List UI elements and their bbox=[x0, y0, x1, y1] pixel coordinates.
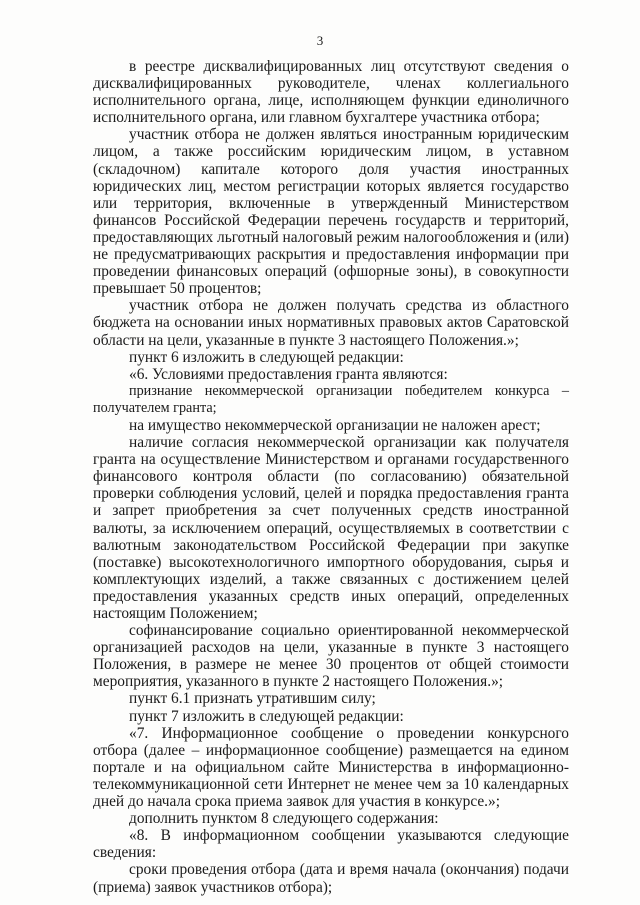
paragraph-disqualified-registry: в реестре дисквалифицированных лиц отсутствуют сведения о дисквалифицированных руководителе, членах коллегиального исполнительного органа, лице, исполняющем функции единоличного исполнительного органа, или главном бухгалтере участника отбора; bbox=[93, 58, 569, 127]
paragraph-foreign-entity: участник отбора не должен являться иностранным юридическим лицом, а также российским юридическим лицом, в уставном (складочном) капитале которого доля участия иностранных юридических лиц, местом регистрации которых является государство или территория, включенные в утвержденный Министерством финансов Российской Федерации перечень государств и территорий, предоставляющих льготный налоговый режим налогообложения и (или) не предусматривающих раскрытия и предоставления информации при проведении финансовых операций (офшорные зоны), в совокупности превышает 50 процентов; bbox=[93, 126, 569, 298]
paragraph-no-arrest: на имущество некоммерческой организации не наложен арест; bbox=[129, 416, 541, 434]
paragraph-consent-inspection: наличие согласия некоммерческой организации как получателя гранта на осуществление Министерством и органами государственного финансового контроля области (по согласованию) обязательной проверки соблюдения условий, целей и порядка предоставления гранта и запрет приобретения за счет полученных средств иностранной валюты, за исключением операций, осуществляемых в соответствии с валютным законодательством Российской Федерации при закупке (поставке) высокотехнологичного импортного оборудования, сырья и комплектующих изделий, а также связанных с достижением целей предоставления указанных средств иных операций, определенных настоящим Положением; bbox=[93, 434, 569, 622]
paragraph-selection-dates: сроки проведения отбора (дата и время начала (окончания) подачи (приема) заявок участников отбора); bbox=[93, 861, 569, 896]
paragraph-info-message: «7. Информационное сообщение о проведении конкурсного отбора (далее – информационное сообщение) размещается на едином портале и на официальном сайте Министерства в информационно-телекоммуникационной сети Интернет не менее чем за 10 календарных дней до начала срока приема заявок для участия в конкурсе.»; bbox=[93, 724, 569, 811]
paragraph-item-6-heading: «6. Условиями предоставления гранта являются: bbox=[129, 365, 448, 383]
paragraph-regional-budget: участник отбора не должен получать средства из областного бюджета на основании иных нормативных правовых актов Саратовской области на цели, указанные в пункте 3 настоящего Положения.»; bbox=[93, 297, 569, 349]
paragraph-cofinancing: софинансирование социально ориентированной некоммерческой организацией расходов на цели, указанные в пункте 3 настоящего Положения, в размере не менее 30 процентов от общей стоимости мероприятия, указанного в пункте 2 настоящего Положения.»; bbox=[93, 622, 569, 691]
paragraph-item-6-1-void: пункт 6.1 признать утратившим силу; bbox=[129, 690, 376, 708]
paragraph-amend-item-6: пункт 6 изложить в следующей редакции: bbox=[129, 348, 404, 366]
paragraph-winner-recognition: признание некоммерческой организации победителем конкурса – получателем гранта; bbox=[93, 382, 569, 416]
document-body bbox=[93, 58, 569, 896]
paragraph-amend-item-7: пункт 7 изложить в следующей редакции: bbox=[129, 707, 404, 725]
page-number: 3 bbox=[316, 33, 324, 48]
paragraph-add-item-8: дополнить пунктом 8 следующего содержания: bbox=[129, 810, 439, 828]
paragraph-item-8-heading: «8. В информационном сообщении указываются следующие сведения: bbox=[93, 827, 569, 862]
